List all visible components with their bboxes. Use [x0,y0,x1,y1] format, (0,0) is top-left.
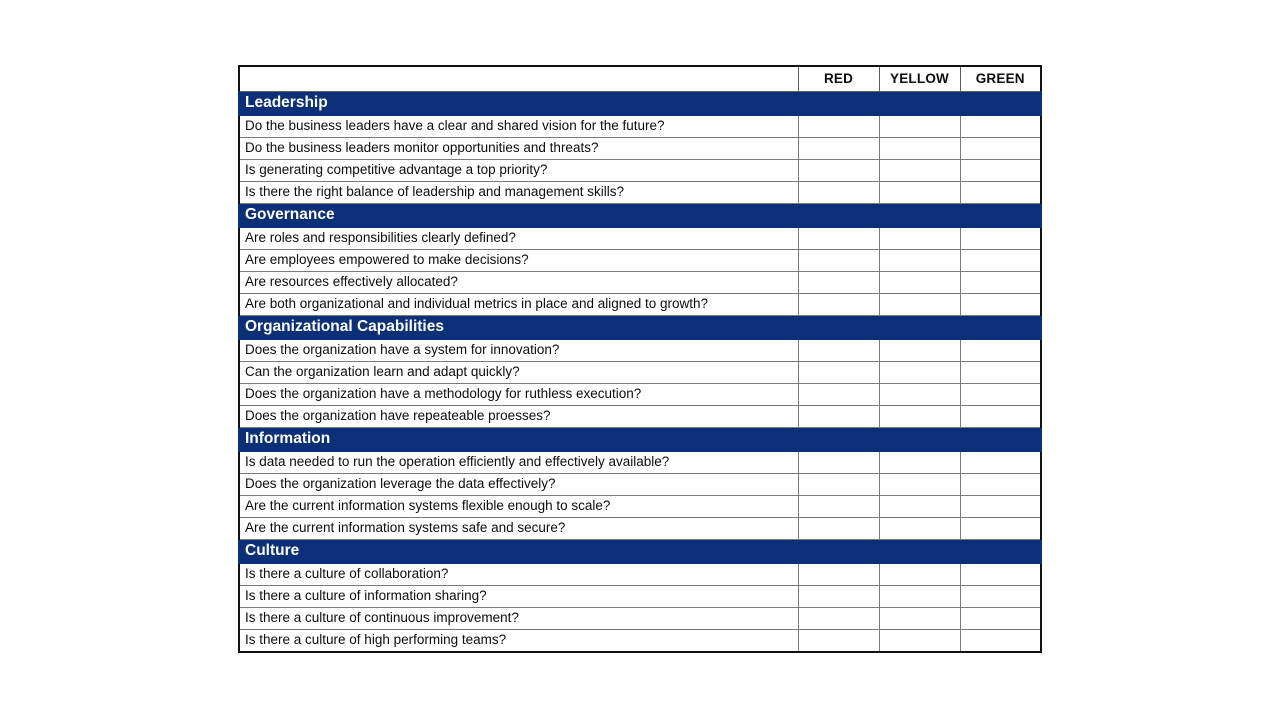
rating-cell-red[interactable] [798,272,879,294]
section-header-row [239,92,1041,116]
question-row [239,452,1041,474]
rating-cell-yellow[interactable] [879,630,960,653]
header-blank-cell [239,66,798,92]
rating-cell-yellow[interactable] [879,608,960,630]
section-title: Culture [239,540,798,564]
rating-cell-green[interactable] [960,586,1041,608]
rating-cell-green[interactable] [960,474,1041,496]
question-row [239,586,1041,608]
rating-cell-red[interactable] [798,630,879,653]
rating-cell-green[interactable] [960,518,1041,540]
rating-cell-green[interactable] [960,340,1041,362]
question-text: Are roles and responsibilities clearly defined? [239,228,798,250]
question-text: Does the organization have repeateable proesses? [239,406,798,428]
matrix-header-row [239,66,1041,92]
section-cell-green [960,92,1041,116]
rating-cell-yellow[interactable] [879,340,960,362]
rating-cell-yellow[interactable] [879,518,960,540]
rating-cell-yellow[interactable] [879,116,960,138]
question-row [239,630,1041,653]
rating-cell-green[interactable] [960,160,1041,182]
rating-cell-red[interactable] [798,564,879,586]
question-row [239,182,1041,204]
rating-cell-yellow[interactable] [879,272,960,294]
rating-cell-green[interactable] [960,272,1041,294]
assessment-matrix-table [238,65,1042,653]
rating-cell-red[interactable] [798,518,879,540]
question-text: Are employees empowered to make decisions? [239,250,798,272]
rating-cell-red[interactable] [798,116,879,138]
question-row [239,250,1041,272]
question-text: Is generating competitive advantage a top priority? [239,160,798,182]
rating-cell-green[interactable] [960,406,1041,428]
rating-cell-green[interactable] [960,250,1041,272]
section-cell-yellow [879,204,960,228]
question-text: Is there a culture of high performing teams? [239,630,798,653]
question-text: Is there a culture of information sharing? [239,586,798,608]
section-title: Governance [239,204,798,228]
rating-cell-yellow[interactable] [879,406,960,428]
question-text: Is data needed to run the operation efficiently and effectively available? [239,452,798,474]
question-text: Does the organization have a methodology for ruthless execution? [239,384,798,406]
rating-cell-red[interactable] [798,496,879,518]
question-text: Is there a culture of collaboration? [239,564,798,586]
rating-cell-red[interactable] [798,586,879,608]
rating-cell-green[interactable] [960,138,1041,160]
rating-cell-red[interactable] [798,608,879,630]
section-title: Leadership [239,92,798,116]
question-text: Is there a culture of continuous improvement? [239,608,798,630]
section-header-row [239,204,1041,228]
section-cell-green [960,316,1041,340]
rating-cell-red[interactable] [798,474,879,496]
rating-cell-green[interactable] [960,452,1041,474]
question-text: Do the business leaders monitor opportunities and threats? [239,138,798,160]
question-text: Does the organization have a system for innovation? [239,340,798,362]
question-text: Can the organization learn and adapt quickly? [239,362,798,384]
section-cell-yellow [879,92,960,116]
question-row [239,362,1041,384]
section-cell-red [798,92,879,116]
question-row [239,496,1041,518]
question-text: Are resources effectively allocated? [239,272,798,294]
question-row [239,474,1041,496]
rating-cell-yellow[interactable] [879,160,960,182]
rating-cell-red[interactable] [798,294,879,316]
rating-cell-yellow[interactable] [879,362,960,384]
rating-cell-green[interactable] [960,362,1041,384]
question-row [239,116,1041,138]
question-row [239,564,1041,586]
question-row [239,406,1041,428]
rating-cell-yellow[interactable] [879,250,960,272]
section-cell-yellow [879,316,960,340]
status-header-red[interactable]: RED [798,66,879,92]
rating-cell-red[interactable] [798,406,879,428]
rating-cell-green[interactable] [960,116,1041,138]
question-text: Is there the right balance of leadership and management skills? [239,182,798,204]
status-header-green[interactable]: GREEN [960,66,1041,92]
rating-cell-green[interactable] [960,228,1041,250]
section-cell-green [960,204,1041,228]
question-row [239,340,1041,362]
question-text: Are both organizational and individual metrics in place and aligned to growth? [239,294,798,316]
rating-cell-red[interactable] [798,250,879,272]
rating-cell-green[interactable] [960,608,1041,630]
section-cell-yellow [879,428,960,452]
rating-cell-green[interactable] [960,384,1041,406]
section-cell-yellow [879,540,960,564]
rating-cell-green[interactable] [960,630,1041,653]
rating-cell-red[interactable] [798,384,879,406]
assessment-matrix [238,65,1040,653]
rating-cell-green[interactable] [960,496,1041,518]
rating-cell-yellow[interactable] [879,452,960,474]
rating-cell-red[interactable] [798,228,879,250]
rating-cell-yellow[interactable] [879,496,960,518]
rating-cell-green[interactable] [960,564,1041,586]
section-cell-red [798,428,879,452]
question-row [239,294,1041,316]
rating-cell-yellow[interactable] [879,182,960,204]
section-cell-green [960,540,1041,564]
rating-cell-green[interactable] [960,182,1041,204]
rating-cell-red[interactable] [798,340,879,362]
rating-cell-red[interactable] [798,138,879,160]
question-text: Do the business leaders have a clear and shared vision for the future? [239,116,798,138]
rating-cell-yellow[interactable] [879,564,960,586]
section-title: Information [239,428,798,452]
rating-cell-green[interactable] [960,294,1041,316]
section-header-row [239,316,1041,340]
question-row [239,228,1041,250]
rating-cell-yellow[interactable] [879,474,960,496]
question-text: Does the organization leverage the data effectively? [239,474,798,496]
section-cell-red [798,204,879,228]
question-row [239,160,1041,182]
rating-cell-red[interactable] [798,362,879,384]
rating-cell-yellow[interactable] [879,586,960,608]
rating-cell-red[interactable] [798,182,879,204]
rating-cell-yellow[interactable] [879,138,960,160]
question-text: Are the current information systems flexible enough to scale? [239,496,798,518]
question-row [239,384,1041,406]
question-row [239,138,1041,160]
question-row [239,608,1041,630]
section-cell-red [798,540,879,564]
rating-cell-yellow[interactable] [879,384,960,406]
status-header-yellow[interactable]: YELLOW [879,66,960,92]
rating-cell-red[interactable] [798,452,879,474]
section-title: Organizational Capabilities [239,316,798,340]
section-header-row [239,428,1041,452]
section-cell-green [960,428,1041,452]
section-header-row [239,540,1041,564]
rating-cell-yellow[interactable] [879,294,960,316]
rating-cell-yellow[interactable] [879,228,960,250]
section-cell-red [798,316,879,340]
question-row [239,272,1041,294]
question-row [239,518,1041,540]
question-text: Are the current information systems safe and secure? [239,518,798,540]
rating-cell-red[interactable] [798,160,879,182]
